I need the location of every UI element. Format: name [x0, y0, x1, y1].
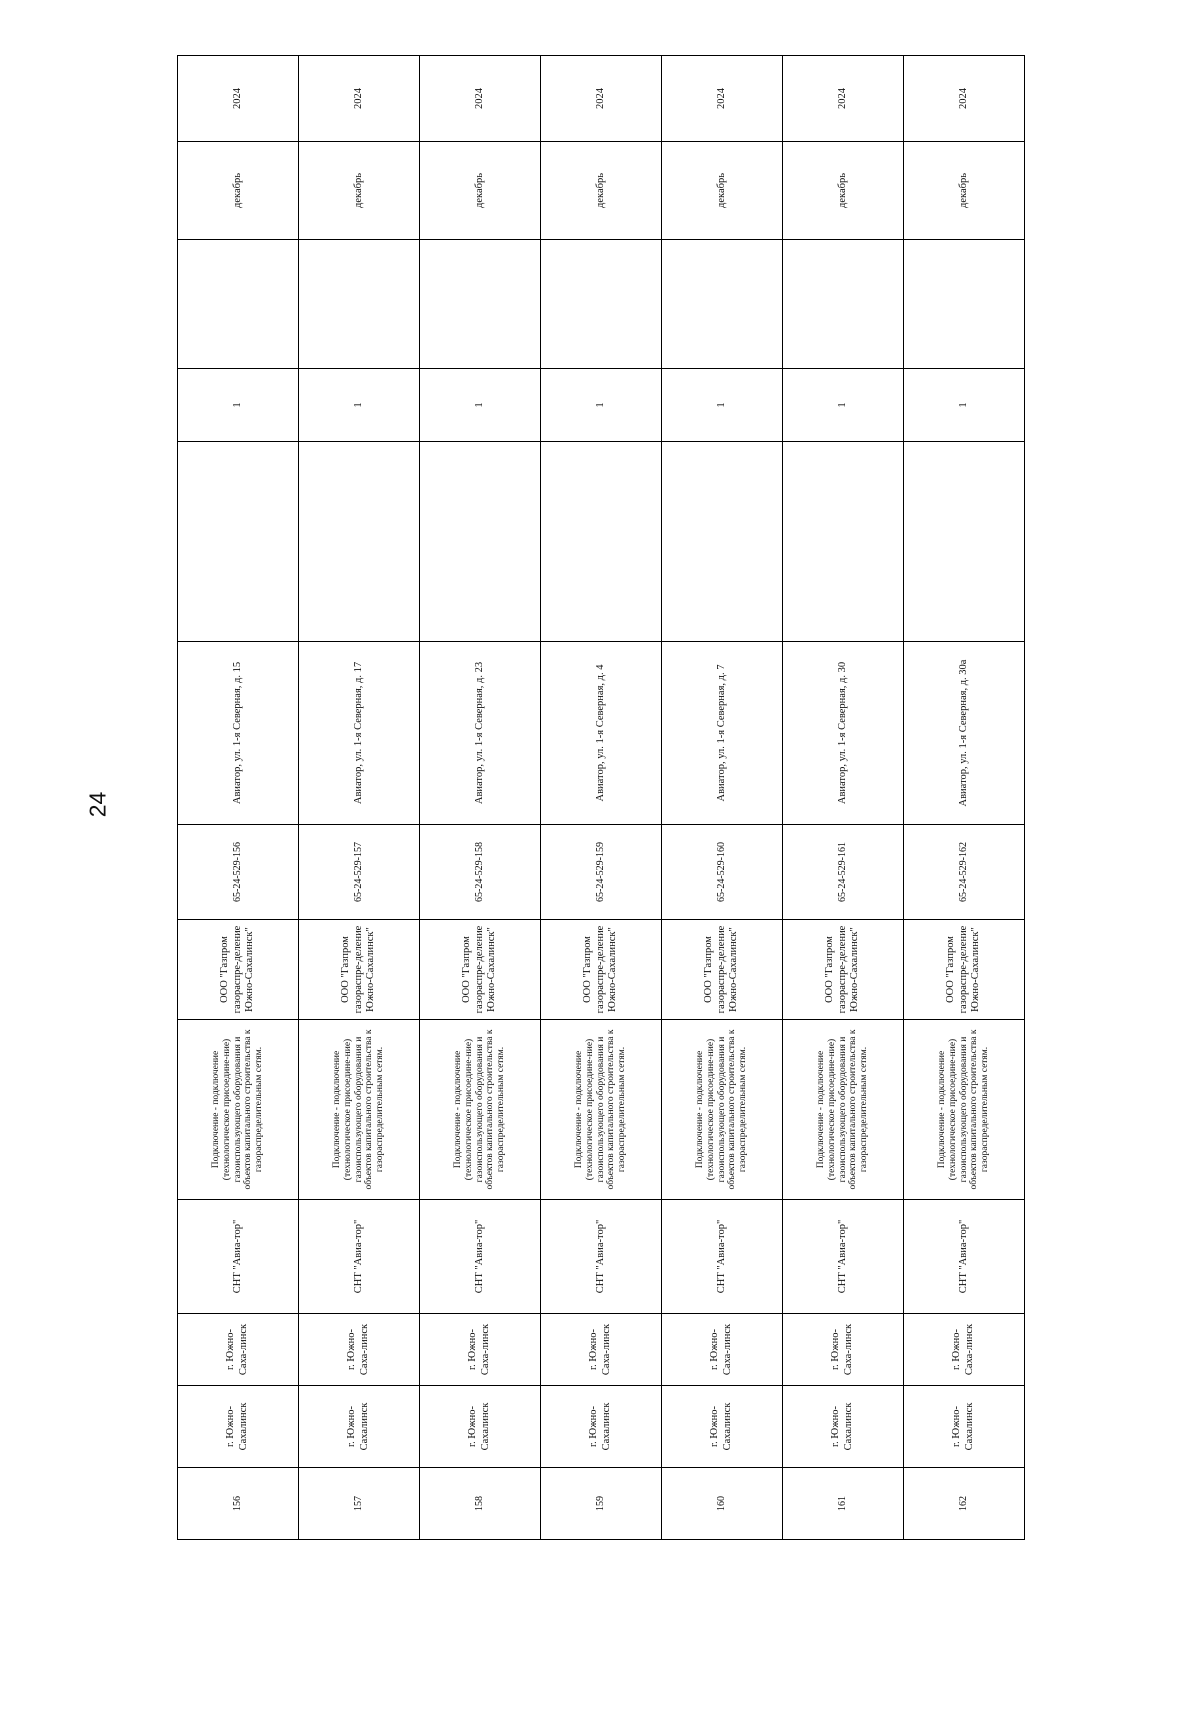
description-cell: Подключение - подключение (технологическое присоедине-ние) газоиспользующего оборудования и объектов капитального строительства к газораспределительным сетям.	[420, 1020, 541, 1200]
locality-cell: г. Южно-Саха-линск	[420, 1314, 541, 1386]
empty-cell	[662, 442, 783, 642]
address-cell: Авиатор, ул. 1-я Северная, д. 17	[299, 642, 420, 825]
empty-cell	[662, 240, 783, 369]
empty-cell	[299, 240, 420, 369]
description-cell: Подключение - подключение (технологическое присоедине-ние) газоиспользующего оборудования и объектов капитального строительства к газораспределительным сетям.	[662, 1020, 783, 1200]
address-cell: Авиатор, ул. 1-я Северная, д. 30а	[904, 642, 1025, 825]
object-code-cell: 65-24-529-157	[299, 825, 420, 920]
quantity-cell: 1	[541, 369, 662, 442]
gas-company-cell: ООО "Газпром газораспре-деление Южно-Сахалинск"	[541, 920, 662, 1020]
address-cell: Авиатор, ул. 1-я Северная, д. 7	[662, 642, 783, 825]
row-number-cell: 162	[904, 1468, 1025, 1540]
empty-cell	[783, 442, 904, 642]
quantity-cell: 1	[299, 369, 420, 442]
month-cell: декабрь	[662, 142, 783, 240]
empty-cell	[904, 442, 1025, 642]
description-cell: Подключение - подключение (технологическое присоедине-ние) газоиспользующего оборудования и объектов капитального строительства к газораспределительным сетям.	[299, 1020, 420, 1200]
table-row	[904, 56, 1025, 1540]
municipality-cell: г. Южно-Сахалинск	[178, 1386, 299, 1468]
table-row	[662, 56, 783, 1540]
locality-cell: г. Южно-Саха-линск	[541, 1314, 662, 1386]
year-cell: 2024	[783, 56, 904, 142]
table-row	[178, 56, 299, 1540]
address-cell: Авиатор, ул. 1-я Северная, д. 4	[541, 642, 662, 825]
empty-cell	[904, 240, 1025, 369]
row-number-cell: 157	[299, 1468, 420, 1540]
description-cell: Подключение - подключение (технологическое присоедине-ние) газоиспользующего оборудования и объектов капитального строительства к газораспределительным сетям.	[783, 1020, 904, 1200]
object-code-cell: 65-24-529-162	[904, 825, 1025, 920]
municipality-cell: г. Южно-Сахалинск	[299, 1386, 420, 1468]
table-row	[420, 56, 541, 1540]
organization-cell: СНТ "Авиа-тор"	[420, 1200, 541, 1314]
empty-cell	[299, 442, 420, 642]
quantity-cell: 1	[662, 369, 783, 442]
table-row	[299, 56, 420, 1540]
quantity-cell: 1	[178, 369, 299, 442]
gas-company-cell: ООО "Газпром газораспре-деление Южно-Сахалинск"	[783, 920, 904, 1020]
rotated-table-frame	[177, 86, 1025, 1540]
locality-cell: г. Южно-Саха-линск	[178, 1314, 299, 1386]
quantity-cell: 1	[783, 369, 904, 442]
row-number-cell: 160	[662, 1468, 783, 1540]
row-number-cell: 159	[541, 1468, 662, 1540]
organization-cell: СНТ "Авиа-тор"	[662, 1200, 783, 1314]
empty-cell	[541, 240, 662, 369]
empty-cell	[420, 240, 541, 369]
object-code-cell: 65-24-529-156	[178, 825, 299, 920]
month-cell: декабрь	[178, 142, 299, 240]
year-cell: 2024	[420, 56, 541, 142]
object-code-cell: 65-24-529-161	[783, 825, 904, 920]
address-cell: Авиатор, ул. 1-я Северная, д. 30	[783, 642, 904, 825]
table-wrap	[177, 86, 1025, 1540]
connections-table	[177, 55, 1025, 1540]
description-cell: Подключение - подключение (технологическое присоедине-ние) газоиспользующего оборудования и объектов капитального строительства к газораспределительным сетям.	[178, 1020, 299, 1200]
row-number-cell: 158	[420, 1468, 541, 1540]
table-row	[783, 56, 904, 1540]
year-cell: 2024	[904, 56, 1025, 142]
year-cell: 2024	[541, 56, 662, 142]
description-cell: Подключение - подключение (технологическое присоедине-ние) газоиспользующего оборудования и объектов капитального строительства к газораспределительным сетям.	[541, 1020, 662, 1200]
municipality-cell: г. Южно-Сахалинск	[783, 1386, 904, 1468]
municipality-cell: г. Южно-Сахалинск	[904, 1386, 1025, 1468]
empty-cell	[783, 240, 904, 369]
table-row	[541, 56, 662, 1540]
empty-cell	[178, 240, 299, 369]
row-number-cell: 161	[783, 1468, 904, 1540]
organization-cell: СНТ "Авиа-тор"	[541, 1200, 662, 1314]
year-cell: 2024	[299, 56, 420, 142]
table-body	[178, 56, 1025, 1540]
organization-cell: СНТ "Авиа-тор"	[904, 1200, 1025, 1314]
object-code-cell: 65-24-529-159	[541, 825, 662, 920]
address-cell: Авиатор, ул. 1-я Северная, д. 23	[420, 642, 541, 825]
gas-company-cell: ООО "Газпром газораспре-деление Южно-Сахалинск"	[420, 920, 541, 1020]
empty-cell	[178, 442, 299, 642]
year-cell: 2024	[662, 56, 783, 142]
quantity-cell: 1	[420, 369, 541, 442]
gas-company-cell: ООО "Газпром газораспре-деление Южно-Сахалинск"	[299, 920, 420, 1020]
gas-company-cell: ООО "Газпром газораспре-деление Южно-Сахалинск"	[178, 920, 299, 1020]
locality-cell: г. Южно-Саха-линск	[299, 1314, 420, 1386]
month-cell: декабрь	[904, 142, 1025, 240]
page-number: 24	[84, 791, 111, 818]
empty-cell	[541, 442, 662, 642]
month-cell: декабрь	[783, 142, 904, 240]
gas-company-cell: ООО "Газпром газораспре-деление Южно-Сахалинск"	[904, 920, 1025, 1020]
locality-cell: г. Южно-Саха-линск	[904, 1314, 1025, 1386]
gas-company-cell: ООО "Газпром газораспре-деление Южно-Сахалинск"	[662, 920, 783, 1020]
month-cell: декабрь	[420, 142, 541, 240]
description-cell: Подключение - подключение (технологическое присоедине-ние) газоиспользующего оборудования и объектов капитального строительства к газораспределительным сетям.	[904, 1020, 1025, 1200]
municipality-cell: г. Южно-Сахалинск	[420, 1386, 541, 1468]
empty-cell	[420, 442, 541, 642]
month-cell: декабрь	[299, 142, 420, 240]
organization-cell: СНТ "Авиа-тор"	[178, 1200, 299, 1314]
organization-cell: СНТ "Авиа-тор"	[299, 1200, 420, 1314]
locality-cell: г. Южно-Саха-линск	[783, 1314, 904, 1386]
object-code-cell: 65-24-529-158	[420, 825, 541, 920]
year-cell: 2024	[178, 56, 299, 142]
quantity-cell: 1	[904, 369, 1025, 442]
municipality-cell: г. Южно-Сахалинск	[662, 1386, 783, 1468]
municipality-cell: г. Южно-Сахалинск	[541, 1386, 662, 1468]
locality-cell: г. Южно-Саха-линск	[662, 1314, 783, 1386]
address-cell: Авиатор, ул. 1-я Северная, д. 15	[178, 642, 299, 825]
row-number-cell: 156	[178, 1468, 299, 1540]
month-cell: декабрь	[541, 142, 662, 240]
object-code-cell: 65-24-529-160	[662, 825, 783, 920]
organization-cell: СНТ "Авиа-тор"	[783, 1200, 904, 1314]
